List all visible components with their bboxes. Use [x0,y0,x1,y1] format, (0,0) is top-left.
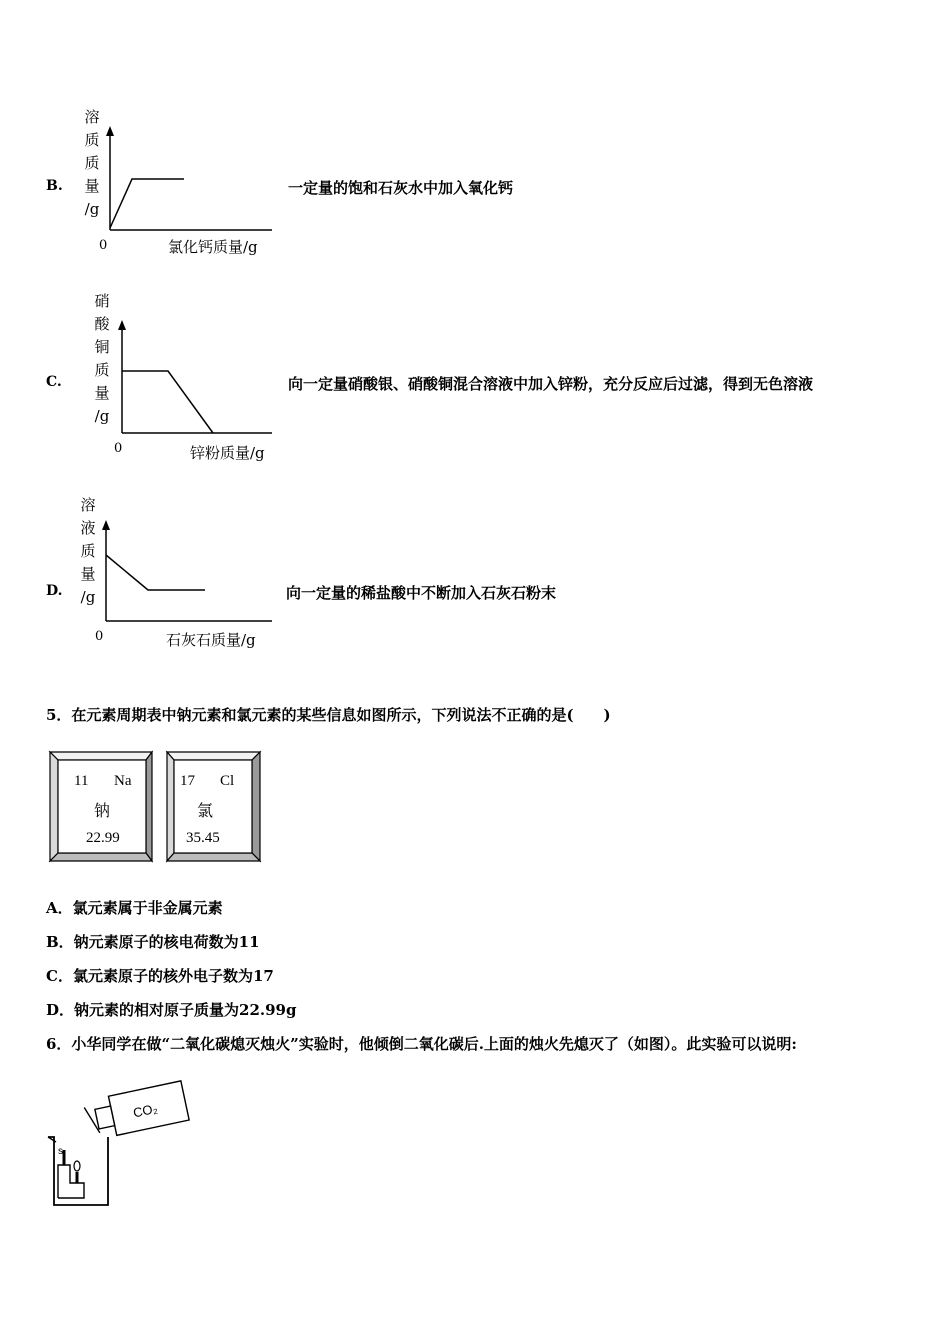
atomic-number: 17 [180,773,195,789]
option-c[interactable]: C．氯元素原子的核外电子数为17 [46,967,274,985]
co2-label: CO₂ [131,1100,159,1121]
option-letter: C. [46,374,62,390]
candle-label: s [58,1146,63,1157]
option-b[interactable]: B．钠元素原子的核电荷数为11 [46,933,260,951]
atomic-mass: 22.99 [86,830,120,846]
element-name: 钠 [94,803,111,820]
option-description: 一定量的饱和石灰水中加入氧化钙 [288,179,514,197]
origin-label: 0 [114,441,123,456]
atomic-mass: 35.45 [186,830,220,846]
x-axis-label: 石灰石质量/g [166,631,256,649]
x-axis-label: 氯化钙质量/g [168,238,258,256]
origin-label: 0 [99,238,108,253]
question-5-stem: 5．在元素周期表中钠元素和氯元素的某些信息如图所示，下列说法不正确的是( ) [46,706,611,724]
element-name: 氯 [197,803,214,820]
element-symbol: Na [114,773,132,789]
origin-label: 0 [95,629,104,644]
step-platform [58,1165,84,1198]
option-letter: B. [46,178,63,194]
candle-flame [74,1161,80,1171]
option-letter: D. [46,583,63,599]
x-axis-label: 锌粉质量/g [190,444,265,462]
option-a[interactable]: A．氯元素属于非金属元素 [46,899,223,917]
y-axis-label: 溶 质 质 量 /g [84,108,100,218]
option-description: 向一定量的稀盐酸中不断加入石灰石粉末 [286,584,557,602]
option-d[interactable]: D．钠元素的相对原子质量为22.99g [46,1001,297,1019]
y-axis-label: 硝 酸 铜 质 量 /g [94,292,110,425]
y-axis-label: 溶 液 质 量 /g [80,496,96,606]
atomic-number: 11 [74,773,89,789]
element-symbol: Cl [220,773,235,789]
option-description: 向一定量硝酸银、硝酸铜混合溶液中加入锌粉，充分反应后过滤，得到无色溶液 [288,375,814,393]
question-6-stem: 6．小华同学在做“二氧化碳熄灭烛火”实验时，他倾倒二氧化碳后.上面的烛火先熄灭了（如图）。此实验可以说明: [46,1035,797,1053]
